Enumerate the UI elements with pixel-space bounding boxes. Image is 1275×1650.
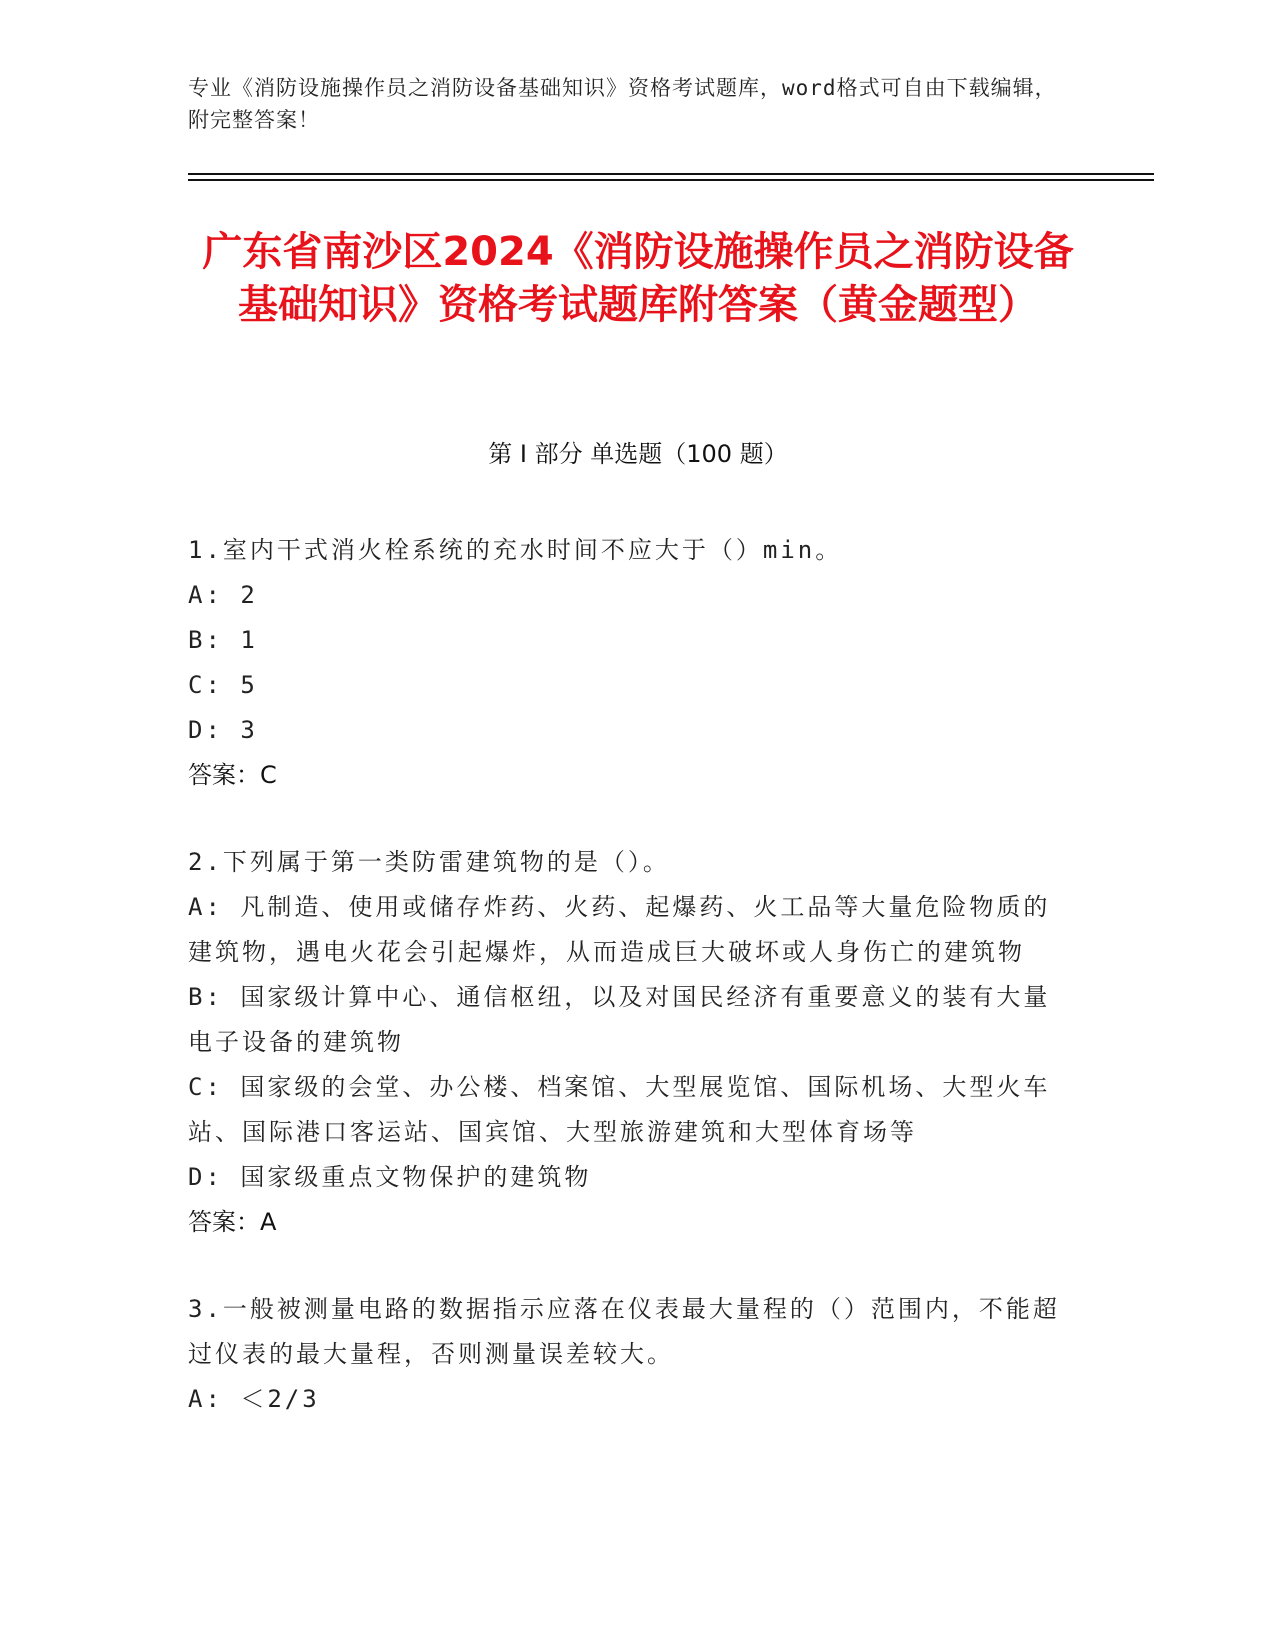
- question-2: [188, 840, 1068, 1245]
- question-stem: 1.室内干式消火栓系统的充水时间不应大于（）min。: [188, 536, 843, 564]
- header-divider: [188, 173, 1154, 175]
- answer: 答案：A: [188, 1208, 277, 1236]
- question-1: [188, 528, 1068, 798]
- question-3: [188, 1287, 1068, 1422]
- option-b: B: 1: [188, 626, 258, 654]
- option-a: A: 凡制造、使用或储存炸药、火药、起爆药、火工品等大量危险物质的建筑物，遇电火花会引起爆炸，从而造成巨大破坏或人身伤亡的建筑物: [188, 893, 1051, 966]
- option-b: B: 国家级计算中心、通信枢纽，以及对国民经济有重要意义的装有大量电子设备的建筑物: [188, 983, 1051, 1056]
- option-a: A: ＜2/3: [188, 1385, 320, 1413]
- question-list: [188, 528, 1068, 1464]
- option-d: D: 国家级重点文物保护的建筑物: [188, 1163, 592, 1191]
- section-title: 第 I 部分 单选题（100 题）: [488, 440, 788, 468]
- header-note: 专业《消防设施操作员之消防设备基础知识》资格考试题库，word格式可自由下载编辑，附完整答案！: [188, 76, 1057, 132]
- question-stem: 2.下列属于第一类防雷建筑物的是（）。: [188, 848, 670, 876]
- option-a: A: 2: [188, 581, 258, 609]
- option-d: D: 3: [188, 716, 258, 744]
- header-divider-secondary: [188, 179, 1154, 181]
- document-title: 广东省南沙区2024《消防设施操作员之消防设备基础知识》资格考试题库附答案（黄金题型）: [202, 229, 1074, 328]
- option-c: C: 国家级的会堂、办公楼、档案馆、大型展览馆、国际机场、大型火车站、国际港口客运站、国宾馆、大型旅游建筑和大型体育场等: [188, 1073, 1051, 1146]
- question-stem: 3.一般被测量电路的数据指示应落在仪表最大量程的（）范围内，不能超过仪表的最大量程，否则测量误差较大。: [188, 1295, 1060, 1368]
- option-c: C: 5: [188, 671, 258, 699]
- answer: 答案：C: [188, 761, 277, 789]
